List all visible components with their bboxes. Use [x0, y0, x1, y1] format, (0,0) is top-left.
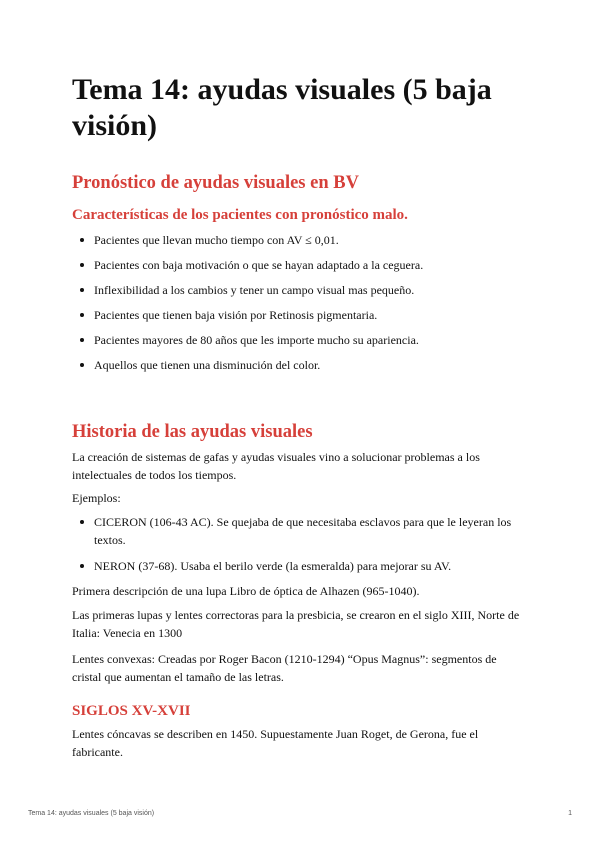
- section-heading-pronostico: Pronóstico de ayudas visuales en BV: [72, 173, 359, 193]
- section-heading-historia: Historia de las ayudas visuales: [72, 422, 313, 442]
- paragraph-lentes-concavas: Lentes cóncavas se describen en 1450. Supuestamente Juan Roget, de Gerona, fue el fabricante.: [72, 727, 479, 759]
- historia-intro: La creación de sistemas de gafas y ayudas visuales vino a solucionar problemas a los intelectuales de todos los tiempos.: [72, 450, 480, 482]
- pronostico-list: [72, 231, 528, 374]
- ejemplos-list: [72, 513, 528, 575]
- paragraph-lupas: Las primeras lupas y lentes correctoras para la presbicia, se crearon en el siglo XIII, Norte de Italia: Venecia en 1300: [72, 608, 520, 640]
- list-item: Aquellos que tienen una disminución del color.: [72, 356, 528, 374]
- footer-title: Tema 14: ayudas visuales (5 baja visión): [28, 810, 155, 817]
- list-item: Pacientes que tienen baja visión por Retinosis pigmentaria.: [72, 306, 528, 324]
- ejemplos-label: Ejemplos:: [72, 491, 121, 505]
- list-item: Inflexibilidad a los cambios y tener un campo visual mas pequeño.: [72, 281, 528, 299]
- subheading-caracteristicas: Características de los pacientes con pronóstico malo.: [72, 207, 408, 223]
- list-item: Pacientes con baja motivación o que se hayan adaptado a la ceguera.: [72, 256, 528, 274]
- list-item: Pacientes que llevan mucho tiempo con AV ≤ 0,01.: [72, 231, 528, 249]
- subheading-siglos: SIGLOS XV-XVII: [72, 703, 191, 719]
- page-number: 1: [568, 810, 572, 817]
- paragraph-alhazen: Primera descripción de una lupa Libro de óptica de Alhazen (965-1040).: [72, 584, 420, 598]
- list-item: NERON (37-68). Usaba el berilo verde (la esmeralda) para mejorar su AV.: [72, 557, 528, 575]
- list-item: Pacientes mayores de 80 años que les importe mucho su apariencia.: [72, 331, 528, 349]
- page-title: Tema 14: ayudas visuales (5 baja visión): [72, 73, 492, 142]
- paragraph-lentes-convexas: Lentes convexas: Creadas por Roger Bacon (1210-1294) “Opus Magnus”: segmentos de cristal que aumentan el tamaño de las letras.: [72, 652, 497, 684]
- list-item: CICERON (106-43 AC). Se quejaba de que necesitaba esclavos para que le leyeran los textos.: [72, 513, 528, 549]
